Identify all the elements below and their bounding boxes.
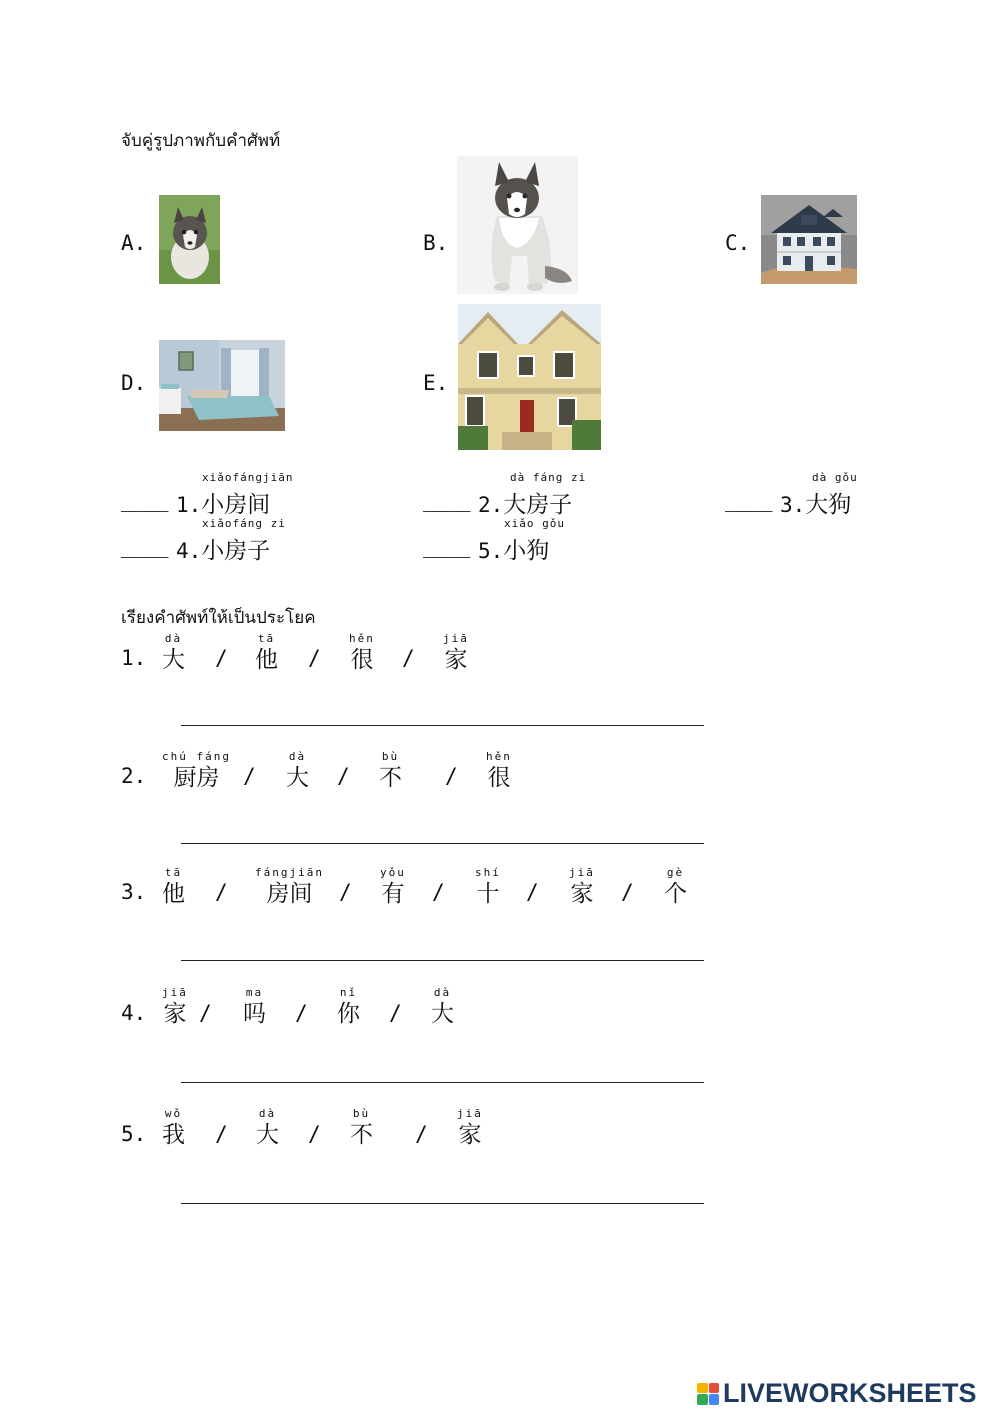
small-house-model-photo-icon (761, 195, 857, 284)
token-separator: / (337, 764, 350, 788)
token-pinyin: gè (666, 866, 685, 879)
token-pinyin: chú fáng (162, 750, 231, 763)
token-separator: / (215, 646, 228, 670)
token-hanzi: 我 (162, 1122, 185, 1148)
token-4-4 (431, 986, 454, 1028)
token-pinyin: hěn (486, 750, 512, 763)
token-hanzi: 大 (431, 1001, 454, 1027)
token-pinyin: hěn (349, 632, 375, 645)
word-hanzi-2: 大房子 (503, 492, 573, 518)
token-pinyin: dà (164, 632, 183, 645)
token-1-3 (349, 632, 375, 674)
answer-blank-5[interactable]: ____ (423, 534, 470, 558)
puppy-photo-icon (159, 195, 220, 284)
question-number-4: 4. (121, 1001, 147, 1025)
word-hanzi-3: 大狗 (805, 492, 852, 518)
token-separator: / (526, 880, 539, 904)
answer-blank-1[interactable]: ____ (121, 488, 168, 512)
liveworksheets-brand[interactable] (697, 1378, 977, 1409)
token-5-1 (162, 1107, 185, 1149)
token-5-4 (457, 1107, 483, 1149)
token-separator: / (389, 1001, 402, 1025)
token-hanzi: 家 (163, 1001, 187, 1027)
question-number-2: 2. (121, 764, 147, 788)
token-hanzi: 不 (350, 1122, 373, 1148)
question-number-5: 5. (121, 1122, 147, 1146)
word-pinyin-3: dà gǒu (812, 471, 858, 484)
word-item-3 (780, 471, 858, 519)
answer-line-1[interactable] (181, 725, 704, 726)
word-item-5 (478, 517, 565, 565)
token-pinyin: jiā (457, 1107, 483, 1120)
word-number-5: 5. (478, 539, 504, 563)
token-hanzi: 家 (444, 647, 468, 673)
token-hanzi: 他 (255, 647, 278, 673)
token-hanzi: 很 (487, 765, 511, 791)
word-item-1 (176, 471, 294, 519)
word-pinyin-5: xiǎo gǒu (504, 517, 565, 530)
token-pinyin: jiā (162, 986, 188, 999)
token-5-3 (350, 1107, 373, 1149)
token-separator: / (199, 1001, 212, 1025)
section1-heading: จับคู่รูปภาพกับคำศัพท์ (121, 131, 281, 151)
token-pinyin: ma (245, 986, 264, 999)
word-item-2 (478, 471, 587, 519)
token-2-4 (486, 750, 512, 792)
token-hanzi: 吗 (243, 1001, 266, 1027)
token-pinyin: dà (258, 1107, 277, 1120)
answer-blank-2[interactable]: ____ (423, 488, 470, 512)
token-pinyin: yǒu (380, 866, 406, 879)
token-1-1 (162, 632, 185, 674)
token-hanzi: 很 (350, 647, 374, 673)
token-separator: / (621, 880, 634, 904)
word-number-1: 1. (176, 493, 202, 517)
token-3-6 (664, 866, 687, 908)
brand-name: LIVEWORKSHEETS (723, 1378, 977, 1408)
token-hanzi: 不 (379, 765, 402, 791)
word-hanzi-1: 小房间 (201, 492, 271, 518)
word-number-2: 2. (478, 493, 504, 517)
token-pinyin: bù (381, 750, 400, 763)
liveworksheets-logo-icon (697, 1383, 719, 1405)
token-separator: / (215, 1122, 228, 1146)
token-hanzi: 十 (476, 881, 500, 907)
picture-letter-b: B. (423, 231, 449, 255)
token-3-1 (162, 866, 185, 908)
word-hanzi-5: 小狗 (503, 538, 550, 564)
answer-blank-4[interactable]: ____ (121, 534, 168, 558)
token-hanzi: 你 (337, 1001, 360, 1027)
token-3-5 (569, 866, 595, 908)
large-house-photo-icon (458, 304, 601, 450)
token-4-3 (337, 986, 360, 1028)
word-number-4: 4. (176, 539, 202, 563)
token-pinyin: tā (257, 632, 276, 645)
token-pinyin: tā (164, 866, 183, 879)
token-separator: / (308, 1122, 321, 1146)
token-separator: / (415, 1122, 428, 1146)
token-1-4 (443, 632, 469, 674)
answer-line-2[interactable] (181, 843, 704, 844)
token-separator: / (295, 1001, 308, 1025)
token-hanzi: 家 (570, 881, 594, 907)
answer-line-4[interactable] (181, 1082, 704, 1083)
picture-letter-d: D. (121, 371, 147, 395)
token-separator: / (402, 646, 415, 670)
section2-heading: เรียงคำศัพท์ให้เป็นประโยค (121, 608, 316, 628)
token-separator: / (432, 880, 445, 904)
token-pinyin: shí (475, 866, 501, 879)
answer-line-5[interactable] (181, 1203, 704, 1204)
word-number-3: 3. (780, 493, 806, 517)
picture-letter-e: E. (423, 371, 449, 395)
token-hanzi: 厨房 (173, 765, 220, 791)
token-pinyin: jiā (443, 632, 469, 645)
token-hanzi: 他 (162, 881, 185, 907)
token-hanzi: 大 (162, 647, 185, 673)
token-1-2 (255, 632, 278, 674)
token-pinyin: dà (433, 986, 452, 999)
word-item-4 (176, 517, 286, 565)
token-separator: / (339, 880, 352, 904)
word-pinyin-4: xiǎofáng zi (202, 517, 286, 530)
husky-sitting-photo-icon (457, 156, 578, 294)
token-separator: / (445, 764, 458, 788)
token-4-1 (162, 986, 188, 1028)
word-pinyin-2: dà fáng zi (510, 471, 587, 484)
token-hanzi: 大 (256, 1122, 279, 1148)
bedroom-photo-icon (159, 340, 285, 431)
token-hanzi: 家 (458, 1122, 482, 1148)
token-hanzi: 有 (381, 881, 405, 907)
token-3-4 (475, 866, 501, 908)
token-pinyin: wǒ (164, 1107, 183, 1120)
token-separator: / (215, 880, 228, 904)
token-hanzi: 大 (286, 765, 309, 791)
token-separator: / (308, 646, 321, 670)
token-pinyin: dà (288, 750, 307, 763)
token-pinyin: fángjiān (255, 866, 324, 879)
token-3-3 (380, 866, 406, 908)
token-2-2 (286, 750, 309, 792)
token-pinyin: nǐ (339, 986, 358, 999)
picture-letter-a: A. (121, 231, 147, 255)
token-3-2 (255, 866, 324, 908)
token-2-1 (162, 750, 231, 792)
question-number-1: 1. (121, 646, 147, 670)
token-4-2 (243, 986, 266, 1028)
token-5-2 (256, 1107, 279, 1149)
token-pinyin: bù (352, 1107, 371, 1120)
picture-letter-c: C. (725, 231, 751, 255)
word-pinyin-1: xiǎofángjiān (202, 471, 294, 484)
token-pinyin: jiā (569, 866, 595, 879)
question-number-3: 3. (121, 880, 147, 904)
answer-line-3[interactable] (181, 960, 704, 961)
token-hanzi: 个 (664, 881, 687, 907)
token-separator: / (243, 764, 256, 788)
answer-blank-3[interactable]: ____ (725, 488, 772, 512)
token-2-3 (379, 750, 402, 792)
token-hanzi: 房间 (266, 881, 313, 907)
word-hanzi-4: 小房子 (201, 538, 271, 564)
